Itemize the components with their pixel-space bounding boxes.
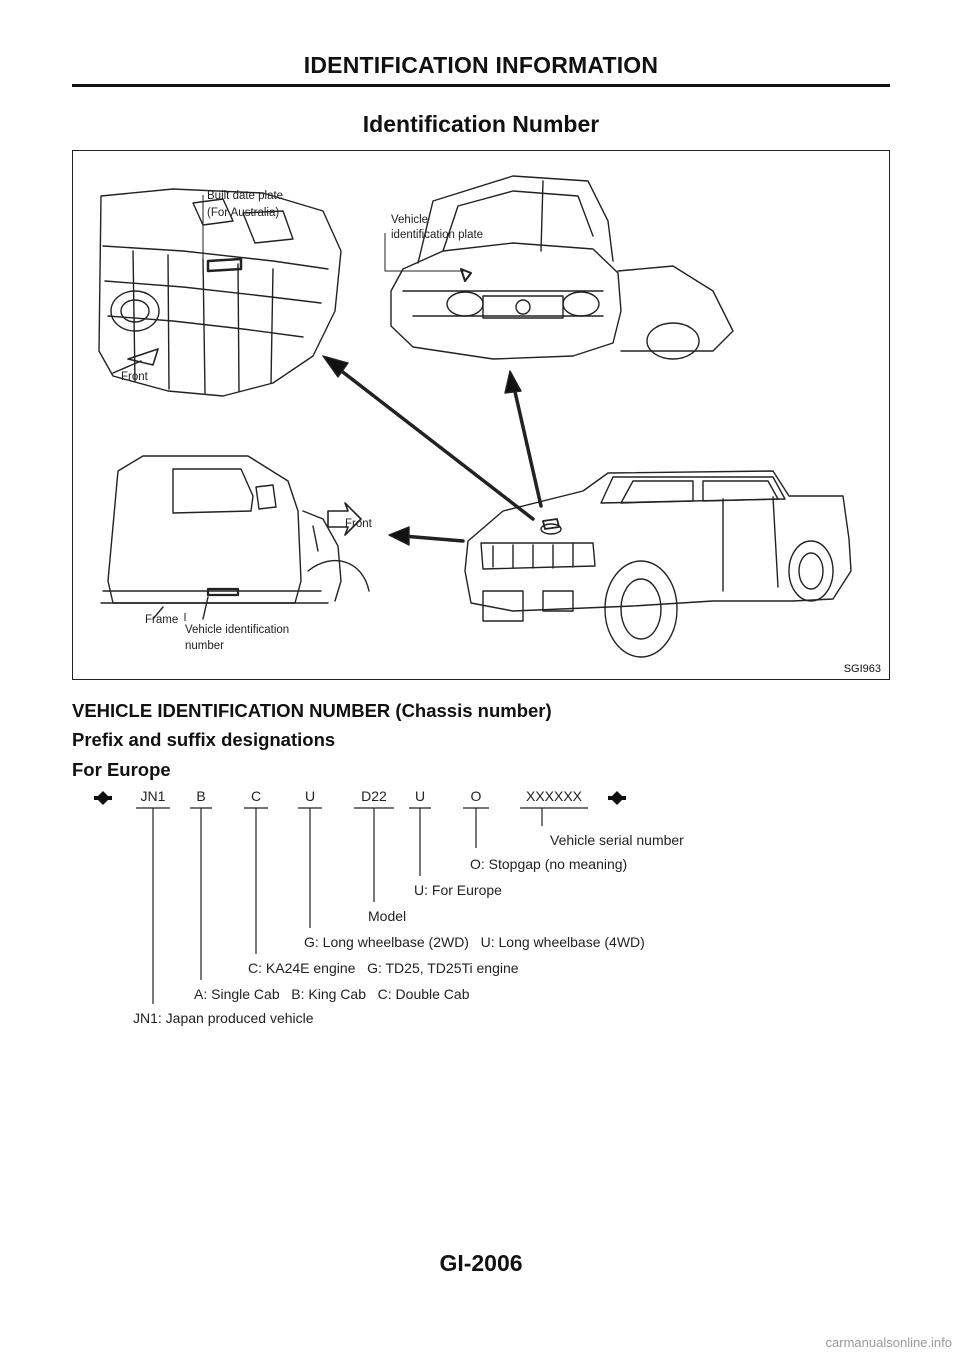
label-for-australia: (For Australia) bbox=[207, 207, 280, 219]
label-number: number bbox=[185, 640, 224, 652]
vin-desc-model: Model bbox=[368, 908, 407, 924]
vin-desc-prefix: JN1: Japan produced vehicle bbox=[133, 1010, 314, 1026]
vin-code-engine: C bbox=[250, 788, 262, 804]
vin-desc-serial: Vehicle serial number bbox=[550, 832, 684, 848]
vin-desc-wheelbase: G: Long wheelbase (2WD) U: Long wheelbase (4WD) bbox=[304, 934, 645, 950]
vin-code-wheelbase: U bbox=[304, 788, 316, 804]
vin-desc-stopgap: O: Stopgap (no meaning) bbox=[470, 856, 628, 872]
section-header: IDENTIFICATION INFORMATION bbox=[303, 52, 659, 78]
label-front-top: Front bbox=[121, 371, 148, 383]
vin-subheading: Prefix and suffix designations bbox=[72, 729, 336, 750]
vin-desc-engine: C: KA24E engine G: TD25, TD25Ti engine bbox=[248, 960, 519, 976]
vin-code-destination: U bbox=[414, 788, 426, 804]
watermark: carmanualsonline.info bbox=[825, 1335, 952, 1350]
vin-code-serial: XXXXXX bbox=[525, 788, 583, 804]
vin-region: For Europe bbox=[72, 759, 171, 780]
figure-code: SGI963 bbox=[843, 663, 881, 675]
vin-desc-destination: U: For Europe bbox=[414, 882, 502, 898]
page-title: Identification Number bbox=[362, 111, 600, 137]
page-number: GI-2006 bbox=[439, 1250, 523, 1276]
label-vehicle-identification: Vehicle identification bbox=[185, 624, 290, 636]
vin-code-prefix: JN1 bbox=[140, 788, 166, 804]
label-vehicle: Vehicle bbox=[391, 214, 429, 226]
vin-heading: VEHICLE IDENTIFICATION NUMBER (Chassis number) bbox=[72, 700, 552, 721]
vin-code-stopgap: O bbox=[470, 788, 482, 804]
vin-code-model: D22 bbox=[361, 788, 387, 804]
vin-desc-body: A: Single Cab B: King Cab C: Double Cab bbox=[194, 986, 470, 1002]
label-frame: Frame bbox=[145, 614, 179, 626]
vin-code-body: B bbox=[196, 788, 206, 804]
label-front-side: Front bbox=[345, 518, 372, 530]
label-identification-plate: identification plate bbox=[391, 229, 484, 241]
label-built-date: Built date plate bbox=[207, 190, 284, 202]
